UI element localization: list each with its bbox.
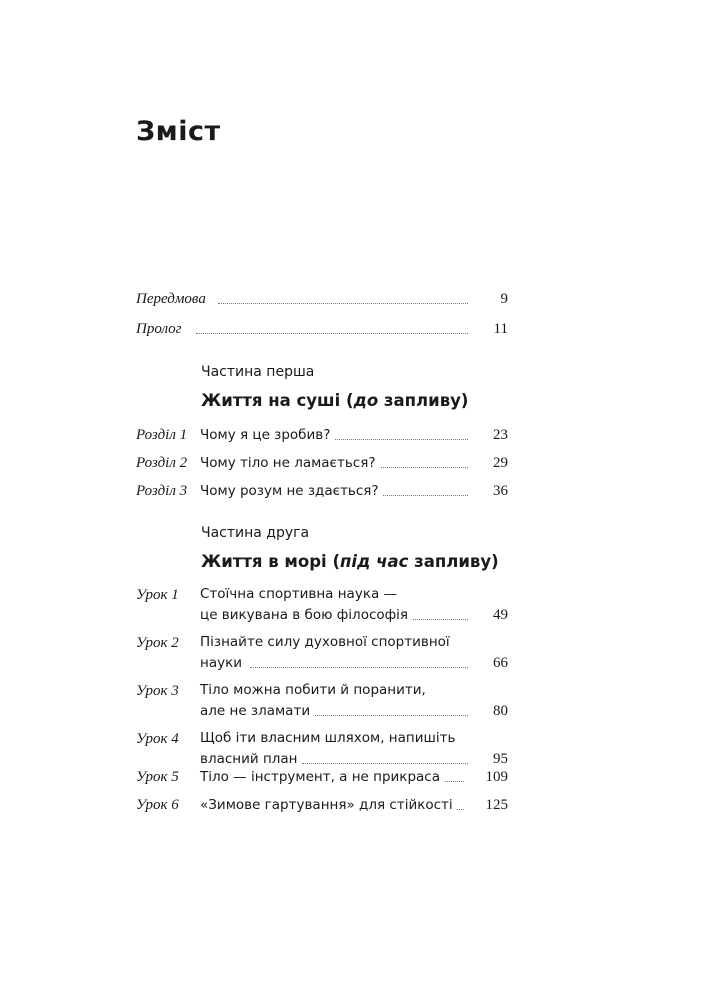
entry-label: Урок 2 xyxy=(136,635,179,651)
page-number: 23 xyxy=(493,427,508,443)
page-number: 49 xyxy=(493,607,508,623)
entry-label: Урок 3 xyxy=(136,683,179,699)
entry-label: Урок 1 xyxy=(136,587,179,603)
entry-title: Чому розум не здається? xyxy=(200,482,464,500)
page-number: 66 xyxy=(493,655,508,671)
dot-leader xyxy=(196,333,468,334)
toc-entry-lesson-4[interactable] xyxy=(136,728,508,770)
part-label: Частина перша xyxy=(201,364,315,380)
page-number: 109 xyxy=(485,769,508,785)
page-number: 9 xyxy=(500,291,508,307)
page-number: 95 xyxy=(493,751,508,767)
entry-title: Чому я це зробив? xyxy=(200,426,464,444)
page-number: 29 xyxy=(493,455,508,471)
entry-title xyxy=(200,680,464,722)
toc-entry-lesson-3[interactable] xyxy=(136,680,508,722)
entry-title-line-2: власний план xyxy=(200,751,302,767)
entry-title xyxy=(200,728,464,770)
entry-title-line-2: науки xyxy=(200,655,246,671)
toc-entry-foreword[interactable] xyxy=(136,288,508,310)
toc-entry-chapter-3[interactable] xyxy=(136,480,508,502)
entry-title: «Зимове гартування» для стійкості xyxy=(200,796,464,814)
toc-entry-chapter-2[interactable] xyxy=(136,452,508,474)
entry-label: Пролог xyxy=(136,321,182,337)
entry-title-line-2: але не зламати xyxy=(200,703,314,719)
page-number: 125 xyxy=(485,797,508,813)
page-number: 36 xyxy=(493,483,508,499)
toc-entry-chapter-1[interactable] xyxy=(136,424,508,446)
part-title: Життя в морі (під час запливу) xyxy=(201,552,499,571)
entry-title xyxy=(200,632,464,674)
toc-entry-lesson-1[interactable] xyxy=(136,584,508,626)
toc-entry-prologue[interactable] xyxy=(136,318,508,340)
entry-title: Чому тіло не ламається? xyxy=(200,454,464,472)
page-number: 11 xyxy=(493,321,508,337)
entry-title: Тіло — інструмент, а не прикраса xyxy=(200,768,464,786)
entry-label: Розділ 3 xyxy=(136,483,188,499)
entry-label: Передмова xyxy=(136,291,206,307)
part-label: Частина друга xyxy=(201,525,310,541)
entry-label: Урок 4 xyxy=(136,731,179,747)
part-title: Життя на суші (до запливу) xyxy=(201,391,469,410)
toc-entry-lesson-6[interactable] xyxy=(136,794,508,816)
entry-title xyxy=(200,584,464,626)
dot-leader xyxy=(218,303,468,304)
toc-entry-lesson-5[interactable] xyxy=(136,766,508,788)
entry-title-line-1: Стоїчна спортивна наука — xyxy=(200,586,398,602)
page-title: Зміст xyxy=(136,116,221,147)
entry-label: Розділ 1 xyxy=(136,427,188,443)
toc-entry-lesson-2[interactable] xyxy=(136,632,508,674)
entry-title-line-2: це викувана в бою філософія xyxy=(200,607,412,623)
entry-label: Розділ 2 xyxy=(136,455,188,471)
entry-title-line-1: Пізнайте силу духовної спортивної xyxy=(200,634,450,650)
entry-title-line-1: Щоб іти власним шляхом, напишіть xyxy=(200,730,456,746)
page-number: 80 xyxy=(493,703,508,719)
entry-title-line-1: Тіло можна побити й поранити, xyxy=(200,682,426,698)
entry-label: Урок 5 xyxy=(136,769,179,785)
entry-label: Урок 6 xyxy=(136,797,179,813)
